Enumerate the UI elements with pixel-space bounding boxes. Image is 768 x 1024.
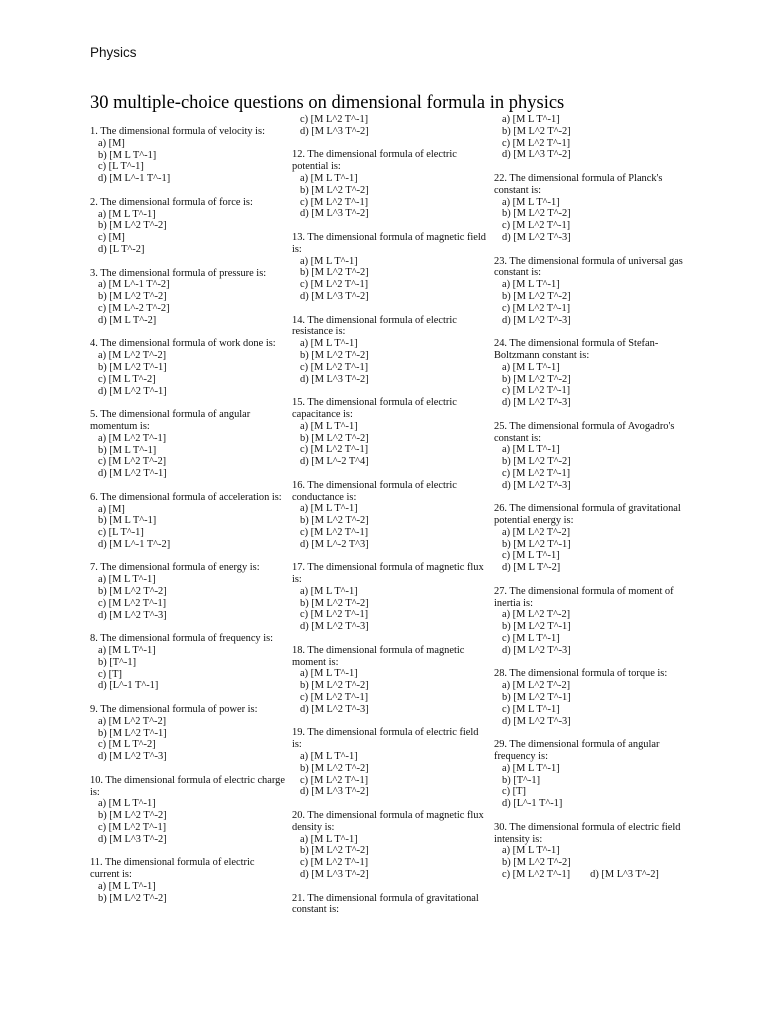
answer-option: d) [M L^2 T^-3] bbox=[502, 715, 571, 727]
question-text: 10. The dimensional formula of electric charge is: bbox=[90, 774, 285, 798]
question-text: 8. The dimensional formula of frequency is: bbox=[90, 633, 274, 645]
answer-option: b) [M L^2 T^-2] bbox=[300, 597, 369, 609]
answer-option: b) [M L^2 T^-2] bbox=[300, 349, 369, 361]
answer-option: d) [M L^3 T^-2] bbox=[300, 208, 369, 220]
answer-option: b) [M L T^-1] bbox=[98, 444, 157, 456]
question-text: 25. The dimensional formula of Avogadro's constant is: bbox=[494, 420, 675, 444]
answer-option: a) [M L T^-1] bbox=[300, 420, 358, 432]
answer-option: c) [L T^-1] bbox=[98, 527, 144, 539]
answer-option: d) [L^-1 T^-1] bbox=[98, 680, 159, 692]
answer-option: c) [M L^2 T^-1] bbox=[300, 609, 369, 621]
answer-option: c) [M L^2 T^-1] bbox=[300, 857, 369, 869]
answer-option: a) [M L T^-1] bbox=[300, 668, 358, 680]
answer-option: a) [M L^-1 T^-2] bbox=[98, 279, 170, 291]
answer-option: d) [M L^-1 T^-2] bbox=[98, 538, 171, 550]
answer-option: a) [M L T^-1] bbox=[98, 881, 156, 892]
question-text: 6. The dimensional formula of acceleration is: bbox=[90, 491, 282, 503]
page-header: Physics bbox=[90, 45, 137, 60]
answer-option: c) [M L T^-1] bbox=[502, 550, 560, 562]
question-block bbox=[90, 857, 286, 904]
answer-option: a) [M L T^-1] bbox=[98, 645, 156, 657]
answer-option: a) [M L^2 T^-2] bbox=[502, 526, 571, 538]
answer-option: a) [M L T^-1] bbox=[300, 751, 358, 763]
answer-option: b) [M L^2 T^-2] bbox=[502, 373, 571, 385]
question-block bbox=[292, 893, 488, 917]
question-text: 12. The dimensional formula of electric potential is: bbox=[292, 149, 457, 173]
question-block bbox=[494, 338, 690, 409]
answer-option: c) [M L T^-2] bbox=[98, 373, 156, 385]
answer-option: c) [M L^2 T^-1] bbox=[300, 692, 369, 704]
answer-option: c) [M L^2 T^-1] bbox=[502, 467, 571, 479]
answer-option: a) [M L T^-1] bbox=[502, 279, 560, 291]
answer-option: b) [M L^2 T^-2] bbox=[300, 762, 369, 774]
answer-option: d) [M L^2 T^-3] bbox=[98, 609, 167, 621]
answer-option: b) [M L^2 T^-2] bbox=[98, 586, 167, 598]
answer-option: c) [M L^2 T^-1] bbox=[300, 526, 369, 538]
question-block bbox=[90, 704, 286, 763]
question-block bbox=[292, 149, 488, 220]
answer-option: b) [M L T^-1] bbox=[98, 515, 157, 527]
answer-option: d) [M L T^-2] bbox=[502, 562, 561, 574]
question-block bbox=[90, 562, 286, 621]
answer-option: b) [M L^2 T^-2] bbox=[300, 680, 369, 692]
answer-option: a) [M L T^-1] bbox=[502, 361, 560, 373]
question-block bbox=[494, 503, 690, 574]
answer-option: a) [M L T^-1] bbox=[300, 172, 358, 184]
question-text: 2. The dimensional formula of force is: bbox=[90, 196, 253, 208]
answer-option: b) [T^-1] bbox=[502, 774, 541, 786]
answer-option: b) [M L^2 T^-2] bbox=[98, 291, 167, 303]
question-text: 21. The dimensional formula of gravitational constant is: bbox=[292, 892, 479, 916]
answer-option: d) [M L^2 T^-3] bbox=[98, 751, 167, 763]
answer-option: a) [M L T^-1] bbox=[502, 845, 560, 857]
question-block bbox=[292, 480, 488, 551]
answer-option: c) [M L^2 T^-1] bbox=[502, 869, 571, 880]
answer-option: b) [M L^2 T^-2] bbox=[300, 184, 369, 196]
question-block bbox=[292, 397, 488, 468]
answer-option: b) [T^-1] bbox=[98, 656, 137, 668]
question-text: 15. The dimensional formula of electric capacitance is: bbox=[292, 397, 457, 420]
answer-option: d) [M L^2 T^-1] bbox=[98, 468, 167, 480]
answer-option: b) [M L^2 T^-2] bbox=[502, 857, 571, 869]
question-block bbox=[90, 775, 286, 846]
question-block bbox=[292, 562, 488, 633]
answer-option: a) [M L T^-1] bbox=[300, 585, 358, 597]
question-text: 28. The dimensional formula of torque is: bbox=[494, 668, 668, 680]
question-block bbox=[494, 421, 690, 492]
question-text: 5. The dimensional formula of angular momentum is: bbox=[90, 409, 251, 432]
answer-option: a) [M L^2 T^-1] bbox=[98, 432, 167, 444]
answer-option: d) [M L^3 T^-2] bbox=[300, 373, 369, 385]
answer-option: c) [M L^2 T^-1] bbox=[98, 822, 167, 834]
question-text: 29. The dimensional formula of angular frequency is: bbox=[494, 739, 660, 763]
question-block bbox=[90, 409, 286, 480]
answer-option: d) [M L^2 T^-3] bbox=[300, 703, 369, 715]
answer-option: d) [M L^-2 T^3] bbox=[300, 538, 369, 550]
question-block bbox=[90, 197, 286, 256]
answer-option: b) [M L^2 T^-2] bbox=[98, 220, 167, 232]
answer-option: c) [M L^2 T^-1] bbox=[300, 196, 369, 208]
answer-option: a) [M L T^-1] bbox=[300, 833, 358, 845]
answer-option: a) [M L T^-1] bbox=[502, 762, 560, 774]
answer-option: a) [M L T^-1] bbox=[502, 196, 560, 208]
answer-option: b) [M L^2 T^-1] bbox=[98, 727, 167, 739]
answer-option: c) [T] bbox=[98, 668, 122, 680]
answer-option: d) [M L^-2 T^4] bbox=[300, 456, 369, 468]
answer-option: a) [M L^2 T^-2] bbox=[98, 350, 167, 362]
question-text: 7. The dimensional formula of energy is: bbox=[90, 562, 260, 574]
answer-option: c) [M L^2 T^-1] bbox=[300, 279, 369, 291]
answer-option: d) [M L^2 T^-3] bbox=[502, 644, 571, 656]
answer-option: a) [M L^2 T^-2] bbox=[502, 609, 571, 621]
answer-option: b) [M L^2 T^-2] bbox=[502, 125, 571, 137]
question-block bbox=[292, 810, 488, 881]
question-block bbox=[494, 173, 690, 244]
answer-option: a) [M] bbox=[98, 137, 125, 149]
question-text: 4. The dimensional formula of work done is: bbox=[90, 338, 276, 350]
answer-option: d) [M L^-1 T^-1] bbox=[98, 173, 171, 185]
answer-option: d) [M L^2 T^-3] bbox=[502, 314, 571, 326]
answer-option: a) [M L T^-1] bbox=[98, 798, 156, 810]
answer-option: b) [M L^2 T^-1] bbox=[98, 361, 167, 373]
question-text: 9. The dimensional formula of power is: bbox=[90, 704, 258, 716]
answer-option: b) [M L^2 T^-2] bbox=[300, 267, 369, 279]
question-text: 24. The dimensional formula of Stefan-Boltzmann constant is: bbox=[494, 338, 659, 361]
answer-option: d) [M L^2 T^-3] bbox=[502, 397, 571, 409]
answer-option: c) [M L T^-1] bbox=[502, 633, 560, 645]
answer-option: a) [M L^2 T^-2] bbox=[502, 680, 571, 692]
answer-option: d) [M L^3 T^-2] bbox=[300, 125, 369, 137]
answer-option: d) [M L^2 T^-3] bbox=[502, 479, 571, 491]
question-text: 23. The dimensional formula of universal gas constant is: bbox=[494, 255, 683, 279]
answer-option: d) [M L^2 T^-3] bbox=[300, 621, 369, 633]
answer-option: c) [M L^2 T^-1] bbox=[502, 137, 571, 149]
answer-option: b) [M L^2 T^-2] bbox=[300, 515, 369, 527]
question-text: 1. The dimensional formula of velocity is: bbox=[90, 126, 265, 137]
question-block bbox=[494, 739, 690, 810]
question-text: 17. The dimensional formula of magnetic flux is: bbox=[292, 562, 484, 586]
question-text: 30. The dimensional formula of electric field intensity is: bbox=[494, 821, 681, 845]
question-text: 13. The dimensional formula of magnetic field is: bbox=[292, 231, 487, 255]
answer-option: b) [M L^2 T^-1] bbox=[502, 692, 571, 704]
answer-option: a) [M L^2 T^-2] bbox=[98, 715, 167, 727]
answer-option: c) [M L^2 T^-1] bbox=[502, 220, 571, 232]
question-text: 26. The dimensional formula of gravitational potential energy is: bbox=[494, 503, 681, 527]
answer-option: c) [M L^2 T^-1] bbox=[98, 597, 167, 609]
answer-option: c) [M L^2 T^-1] bbox=[300, 361, 369, 373]
question-block bbox=[292, 727, 488, 798]
answer-option: b) [M L^2 T^-1] bbox=[502, 538, 571, 550]
answer-option: b) [M L^2 T^-2] bbox=[502, 208, 571, 220]
document-title: 30 multiple-choice questions on dimensional formula in physics bbox=[90, 93, 565, 113]
question-text: 20. The dimensional formula of magnetic flux density is: bbox=[292, 810, 484, 833]
answer-option: c) [M L T^-2] bbox=[98, 739, 156, 751]
question-block bbox=[494, 822, 690, 881]
answer-option: a) [M L T^-1] bbox=[300, 338, 358, 350]
answer-option: c) [M L^2 T^-1] bbox=[300, 444, 369, 456]
question-text: 3. The dimensional formula of pressure is: bbox=[90, 267, 267, 279]
question-block bbox=[494, 668, 690, 727]
answer-option: d) [M L^3 T^-2] bbox=[300, 869, 369, 880]
question-text: 22. The dimensional formula of Planck's constant is: bbox=[494, 172, 663, 196]
answer-option: b) [M L^2 T^-2] bbox=[300, 845, 369, 857]
question-block bbox=[90, 126, 286, 185]
answer-option: c) [M L^2 T^-1] bbox=[300, 774, 369, 786]
answer-option: a) [M L T^-1] bbox=[502, 114, 560, 125]
answer-option: b) [M L^2 T^-2] bbox=[300, 432, 369, 444]
answer-option: c) [M L^2 T^-2] bbox=[98, 456, 167, 468]
question-block bbox=[292, 232, 488, 303]
answer-option: a) [M L T^-1] bbox=[300, 503, 358, 515]
answer-option: b) [M L^2 T^-2] bbox=[98, 810, 167, 822]
question-block bbox=[494, 256, 690, 327]
answer-option: c) [M L^2 T^-1] bbox=[502, 302, 571, 314]
answer-option: a) [M L T^-1] bbox=[300, 255, 358, 267]
answer-option: d) [M L^2 T^-1] bbox=[98, 385, 167, 397]
question-block bbox=[292, 645, 488, 716]
answer-option: c) [T] bbox=[502, 786, 526, 798]
question-column-2 bbox=[292, 114, 488, 928]
question-block bbox=[494, 114, 690, 161]
answer-option: b) [M L^2 T^-2] bbox=[502, 290, 571, 302]
question-text: 27. The dimensional formula of moment of inertia is: bbox=[494, 585, 674, 609]
answer-option: d) [M L T^-2] bbox=[98, 314, 157, 326]
answer-option: d) [M L^2 T^-3] bbox=[502, 231, 571, 243]
question-block bbox=[90, 268, 286, 327]
answer-option: b) [M L^2 T^-2] bbox=[98, 892, 167, 904]
answer-option: d) [M L^3 T^-2] bbox=[590, 869, 659, 880]
answer-option: a) [M] bbox=[98, 503, 125, 515]
answer-option: d) [M L^3 T^-2] bbox=[502, 149, 571, 161]
question-block bbox=[292, 315, 488, 386]
answer-option: d) [L T^-2] bbox=[98, 243, 145, 255]
answer-option: c) [M L^-2 T^-2] bbox=[98, 302, 170, 314]
answer-option: d) [L^-1 T^-1] bbox=[502, 798, 563, 810]
answer-option: b) [M L^2 T^-2] bbox=[502, 456, 571, 468]
answer-option: a) [M L T^-1] bbox=[98, 574, 156, 586]
question-column-3 bbox=[494, 114, 690, 893]
question-block bbox=[90, 492, 286, 551]
answer-option: d) [M L^3 T^-2] bbox=[300, 290, 369, 302]
question-column-1 bbox=[90, 126, 286, 916]
question-text: 16. The dimensional formula of electric conductance is: bbox=[292, 479, 457, 503]
answer-option: c) [M L T^-1] bbox=[502, 703, 560, 715]
question-text: 11. The dimensional formula of electric current is: bbox=[90, 857, 255, 881]
answer-option: c) [M L^2 T^-1] bbox=[502, 385, 571, 397]
question-block bbox=[494, 586, 690, 657]
answer-option: a) [M L T^-1] bbox=[502, 444, 560, 456]
question-block bbox=[90, 338, 286, 397]
question-text: 14. The dimensional formula of electric resistance is: bbox=[292, 314, 457, 338]
question-block bbox=[292, 114, 488, 138]
answer-option: d) [M L^3 T^-2] bbox=[98, 833, 167, 845]
question-text: 19. The dimensional formula of electric field is: bbox=[292, 727, 479, 751]
answer-option: b) [M L^2 T^-1] bbox=[502, 621, 571, 633]
answer-option: a) [M L T^-1] bbox=[98, 208, 156, 220]
answer-option: d) [M L^3 T^-2] bbox=[300, 786, 369, 798]
answer-option: c) [M L^2 T^-1] bbox=[300, 114, 369, 125]
answer-option: b) [M L T^-1] bbox=[98, 149, 157, 161]
answer-option: c) [L T^-1] bbox=[98, 161, 144, 173]
question-text: 18. The dimensional formula of magnetic moment is: bbox=[292, 644, 465, 668]
question-block bbox=[90, 633, 286, 692]
answer-option: c) [M] bbox=[98, 232, 125, 244]
